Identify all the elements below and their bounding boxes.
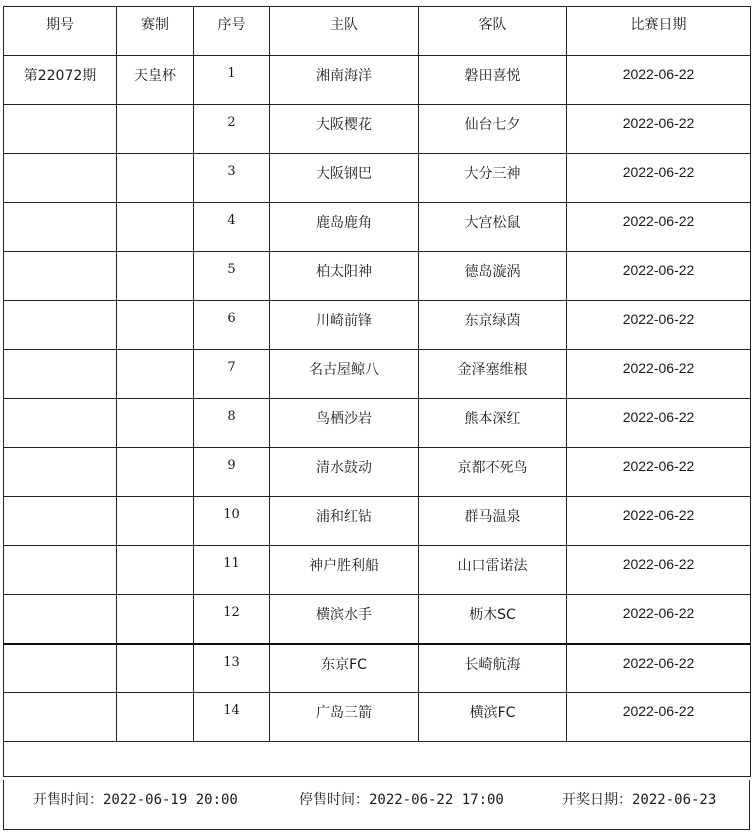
home-team: 横滨水手 [270, 595, 419, 644]
away-team: 长崎航海 [419, 644, 567, 693]
match-number: 7 [194, 350, 270, 399]
table-row [4, 497, 751, 546]
competition-cell [117, 546, 194, 595]
period-cell [4, 105, 117, 154]
header-period: 期号 [4, 7, 117, 56]
competition-cell [117, 203, 194, 252]
match-number: 13 [194, 644, 270, 693]
away-team: 仙台七夕 [419, 105, 567, 154]
header-row [4, 7, 751, 56]
match-schedule-table [3, 6, 751, 777]
match-number: 2 [194, 105, 270, 154]
period-cell [4, 693, 117, 742]
competition-cell [117, 497, 194, 546]
competition-cell [117, 399, 194, 448]
table-row [4, 350, 751, 399]
away-team: 东京绿茵 [419, 301, 567, 350]
period-cell [4, 301, 117, 350]
header-home-team: 主队 [270, 7, 419, 56]
table-row [4, 595, 751, 644]
match-number: 6 [194, 301, 270, 350]
match-date: 2022-06-22 [567, 56, 751, 105]
period-cell [4, 448, 117, 497]
competition-cell [117, 105, 194, 154]
away-team: 大宫松鼠 [419, 203, 567, 252]
blank-cell [4, 742, 751, 777]
away-team: 京都不死鸟 [419, 448, 567, 497]
home-team: 大阪樱花 [270, 105, 419, 154]
table-row [4, 203, 751, 252]
header-match-date: 比赛日期 [567, 7, 751, 56]
match-date: 2022-06-22 [567, 252, 751, 301]
blank-row [4, 742, 751, 777]
home-team: 浦和红钻 [270, 497, 419, 546]
home-team: 大阪钢巴 [270, 154, 419, 203]
period-cell: 第22072期 [4, 56, 117, 105]
period-cell [4, 350, 117, 399]
away-team: 山口雷诺法 [419, 546, 567, 595]
table-row [4, 448, 751, 497]
match-date: 2022-06-22 [567, 497, 751, 546]
away-team: 磐田喜悦 [419, 56, 567, 105]
period-cell [4, 497, 117, 546]
competition-cell: 天皇杯 [117, 56, 194, 105]
home-team: 鸟栖沙岩 [270, 399, 419, 448]
competition-cell [117, 350, 194, 399]
period-cell [4, 203, 117, 252]
match-number: 10 [194, 497, 270, 546]
competition-cell [117, 644, 194, 693]
away-team: 熊本深红 [419, 399, 567, 448]
match-date: 2022-06-22 [567, 203, 751, 252]
match-date: 2022-06-22 [567, 546, 751, 595]
home-team: 神户胜利船 [270, 546, 419, 595]
competition-cell [117, 301, 194, 350]
away-team: 大分三神 [419, 154, 567, 203]
competition-cell [117, 154, 194, 203]
home-team: 柏太阳神 [270, 252, 419, 301]
home-team: 广岛三箭 [270, 693, 419, 742]
match-number: 4 [194, 203, 270, 252]
table-row [4, 399, 751, 448]
table-row [4, 252, 751, 301]
header-competition: 赛制 [117, 7, 194, 56]
away-team: 横滨FC [419, 693, 567, 742]
sale-start-time: 开售时间：2022-06-19 20:00 [33, 792, 238, 808]
header-number: 序号 [194, 7, 270, 56]
period-cell [4, 252, 117, 301]
match-number: 1 [194, 56, 270, 105]
period-cell [4, 399, 117, 448]
away-team: 德岛漩涡 [419, 252, 567, 301]
match-number: 11 [194, 546, 270, 595]
away-team: 群马温泉 [419, 497, 567, 546]
match-date: 2022-06-22 [567, 644, 751, 693]
competition-cell [117, 252, 194, 301]
away-team: 枥木SC [419, 595, 567, 644]
match-date: 2022-06-22 [567, 350, 751, 399]
match-date: 2022-06-22 [567, 595, 751, 644]
competition-cell [117, 448, 194, 497]
sale-stop-time: 停售时间：2022-06-22 17:00 [299, 792, 504, 808]
home-team: 川崎前锋 [270, 301, 419, 350]
draw-date: 开奖日期：2022-06-23 [562, 792, 717, 808]
match-date: 2022-06-22 [567, 154, 751, 203]
match-number: 5 [194, 252, 270, 301]
match-date: 2022-06-22 [567, 448, 751, 497]
table-row [4, 154, 751, 203]
table-row [4, 105, 751, 154]
period-cell [4, 546, 117, 595]
home-team: 清水鼓动 [270, 448, 419, 497]
table-row [4, 56, 751, 105]
match-number: 9 [194, 448, 270, 497]
table-row [4, 644, 751, 693]
home-team: 湘南海洋 [270, 56, 419, 105]
home-team: 东京FC [270, 644, 419, 693]
match-date: 2022-06-22 [567, 301, 751, 350]
period-cell [4, 644, 117, 693]
competition-cell [117, 595, 194, 644]
match-date: 2022-06-22 [567, 105, 751, 154]
match-date: 2022-06-22 [567, 693, 751, 742]
period-cell [4, 154, 117, 203]
match-number: 3 [194, 154, 270, 203]
match-number: 12 [194, 595, 270, 644]
competition-cell [117, 693, 194, 742]
away-team: 金泽塞维根 [419, 350, 567, 399]
period-cell [4, 595, 117, 644]
table-row [4, 693, 751, 742]
match-date: 2022-06-22 [567, 399, 751, 448]
home-team: 鹿岛鹿角 [270, 203, 419, 252]
table-row [4, 301, 751, 350]
match-number: 8 [194, 399, 270, 448]
match-number: 14 [194, 693, 270, 742]
table-row [4, 546, 751, 595]
header-away-team: 客队 [419, 7, 567, 56]
sale-info-footer [3, 780, 750, 830]
home-team: 名古屋鲸八 [270, 350, 419, 399]
